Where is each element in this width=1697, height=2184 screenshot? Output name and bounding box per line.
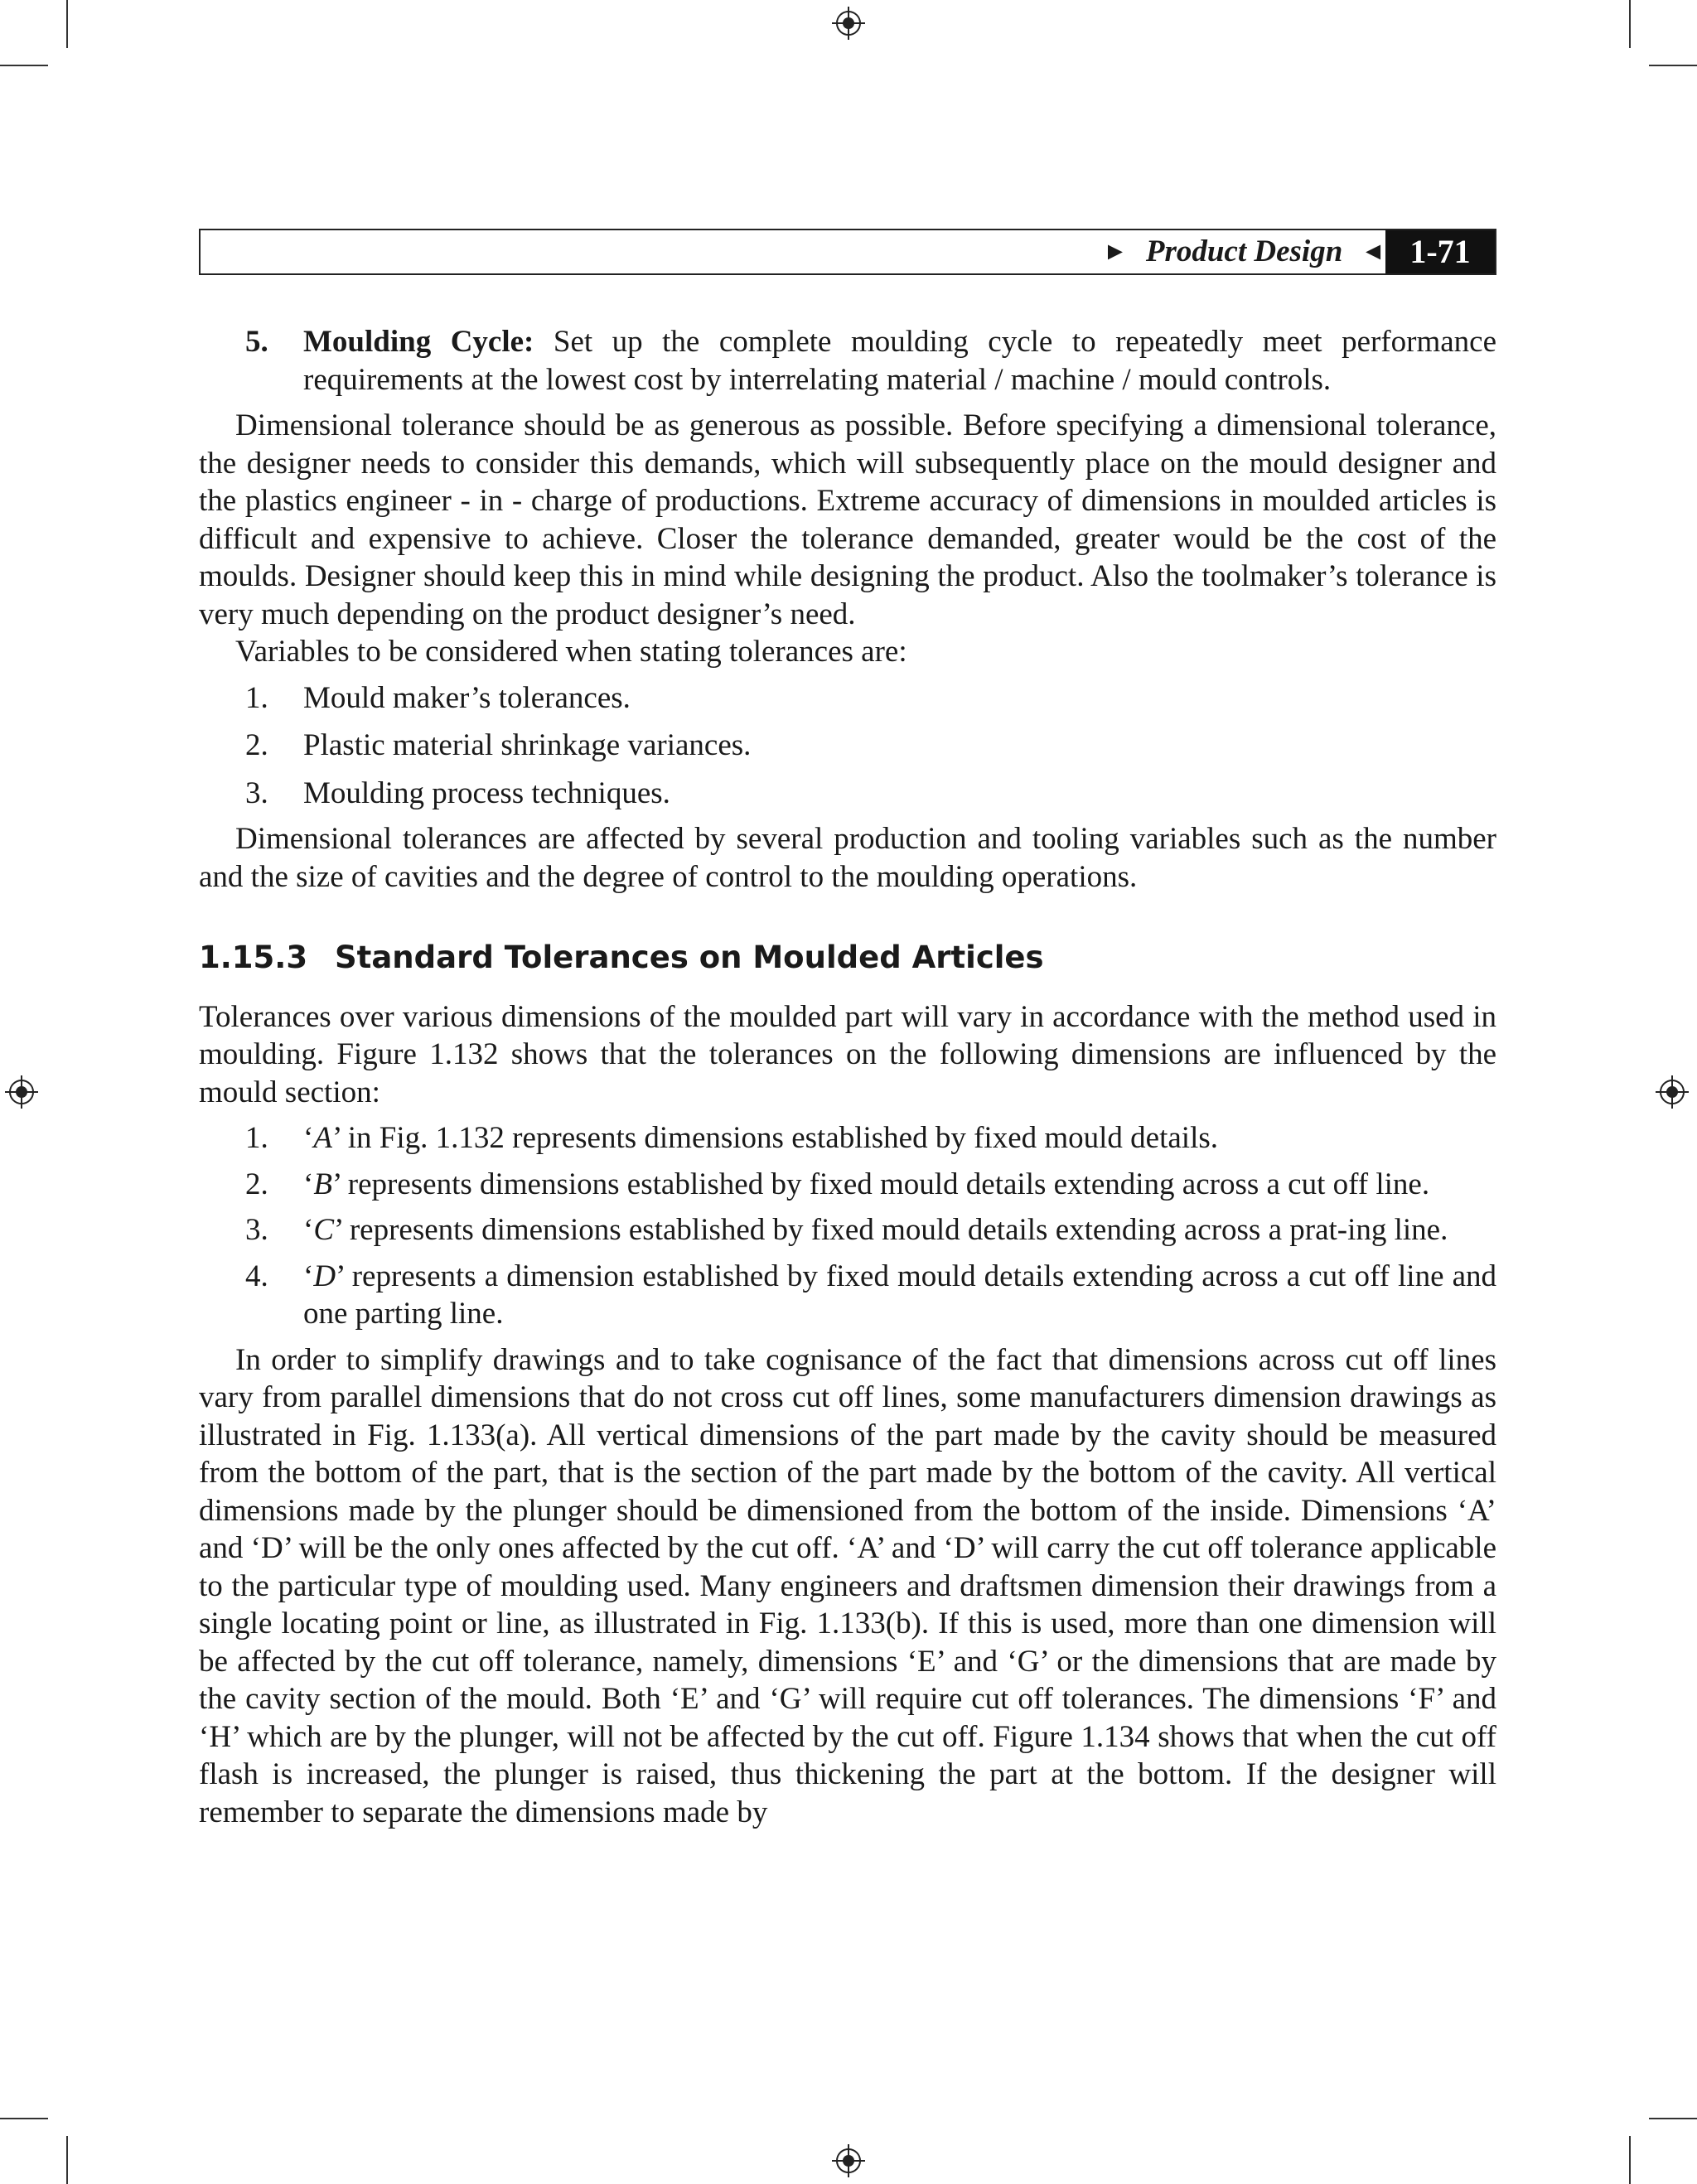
list-text: Mould maker’s tolerances. xyxy=(303,680,631,715)
list-text: ’ in Fig. 1.132 represents dimensions established by fixed mould details. xyxy=(331,1121,1219,1155)
crop-mark xyxy=(66,0,68,48)
item-label: Moulding Cycle: xyxy=(303,325,534,359)
list-text: ’ represents dimensions established by fixed mould details extending across a cut off line. xyxy=(331,1167,1430,1201)
crop-mark xyxy=(1629,2136,1631,2184)
list-text: Plastic material shrinkage variances. xyxy=(303,728,752,762)
registration-mark-icon xyxy=(832,2144,865,2177)
list-item xyxy=(199,775,1496,813)
item-text: Set up the complete moulding cycle to repeatedly meet performance xyxy=(534,325,1496,359)
paragraph-variables-intro: Variables to be considered when stating tolerances are: xyxy=(235,635,907,669)
crop-mark xyxy=(66,2136,68,2184)
list-item-moulding-cycle xyxy=(199,323,1496,399)
paragraph-tolerances-intro: Tolerances over various dimensions of the moulded part will vary in accordance with the method used in moulding. Figure 1.132 shows that the tolerances on the following dimensions are influenced by the mould section: xyxy=(199,999,1496,1109)
list-item: 3. ‘C’ represents dimensions established by fixed mould details extending across a prat-ing line. xyxy=(199,1211,1496,1249)
crop-mark xyxy=(0,2118,48,2119)
paragraph-cut-off-lines: In order to simplify drawings and to take cognisance of the fact that dimensions across cut off lines vary from parallel dimensions that do not cross cut off lines, some manufacturers dimension drawings as illustrated in Fig. 1.133(a). All vertical dimensions of the part made by the cavity should be measured from the bottom of the part, that is the section of the part made by the bottom of the cavity. All vertical dimensions made by the plunger should be dimensioned from the bottom of the inside. Dimensions ‘A’ and ‘D’ will be the only ones affected by the cut off. ‘A’ and ‘D’ will carry the cut off tolerance applicable to the particular type of moulding used. Many engineers and draftsmen dimension their drawings from a single locating point or line, as illustrated in Fig. 1.133(b). If this is used, more than one dimension will be affected by the cut off tolerance, namely, dimensions ‘E’ and ‘G’ or the dimensions that are made by the cavity section of the mould. Both ‘E’ and ‘G’ will require cut off tolerances. The dimensions ‘F’ and ‘H’ which are by the plunger, will not be affected by the cut off. Figure 1.134 shows that when the cut off flash is increased, the plunger is raised, thus thickening the part at the bottom. If the designer will remember to separate the dimensions made by xyxy=(199,1342,1496,1829)
left-triangle-icon: ◄ xyxy=(1361,238,1385,265)
list-number: 1. xyxy=(245,1121,268,1155)
list-text: ’ represents dimensions established by fixed mould details extending across a prat-ing line. xyxy=(334,1213,1448,1247)
list-text: Moulding process techniques. xyxy=(303,776,670,810)
section-number: 1.15.3 xyxy=(199,940,308,975)
list-item: 4. ‘D’ represents a dimension established by fixed mould details extending across a cut off line and one parting line. xyxy=(245,1259,1496,1331)
list-text: ’ represents a dimension established by fixed mould details extending across a cut off line and one parting line. xyxy=(303,1259,1496,1331)
running-header xyxy=(199,229,1496,275)
section-title: Standard Tolerances on Moulded Articles xyxy=(335,940,1044,975)
dimension-letter: C xyxy=(313,1213,335,1247)
item-text-cont: requirements at the lowest cost by interrelating material / machine / mould controls. xyxy=(303,362,1332,397)
dimension-letter: A xyxy=(313,1121,332,1155)
registration-mark-icon xyxy=(5,1075,38,1109)
list-number: 5. xyxy=(245,325,268,359)
crop-mark xyxy=(1649,2118,1697,2119)
list-number: 2. xyxy=(245,1167,268,1201)
page-body xyxy=(199,323,1496,1831)
list-number: 3. xyxy=(245,1213,268,1247)
right-triangle-icon: ► xyxy=(1103,238,1128,265)
registration-mark-icon xyxy=(1656,1075,1689,1109)
list-item xyxy=(199,727,1496,765)
list-item: 2. ‘B’ represents dimensions established by fixed mould details extending across a cut off line. xyxy=(199,1166,1496,1204)
list-number: 1. xyxy=(245,680,268,715)
list-number: 4. xyxy=(245,1259,268,1293)
section-heading xyxy=(199,939,1496,977)
page-number: 1-71 xyxy=(1385,230,1495,273)
list-number: 3. xyxy=(245,776,268,810)
paragraph-production-variables: Dimensional tolerances are affected by several production and tooling variables such as the number and the size of cavities and the degree of control to the moulding operations. xyxy=(199,822,1496,894)
crop-mark xyxy=(1629,0,1631,48)
crop-mark xyxy=(1649,65,1697,66)
crop-mark xyxy=(0,65,48,66)
list-item xyxy=(199,679,1496,718)
dimensions-list xyxy=(199,1119,1496,1333)
list-item: 1. ‘A’ in Fig. 1.132 represents dimensions established by fixed mould details. xyxy=(199,1119,1496,1157)
paragraph-dimensional-tolerance: Dimensional tolerance should be as generous as possible. Before specifying a dimensional tolerance, the designer needs to consider this demands, which will subsequently place on the mould designer and the plastics engineer - in - charge of productions. Extreme accuracy of dimensions in moulded articles is difficult and expensive to achieve. Closer the tolerance demanded, greater would be the cost of the moulds. Designer should keep this in mind while designing the product. Also the toolmaker’s tolerance is very much depending on the product designer’s need. xyxy=(199,408,1496,631)
variables-list xyxy=(199,679,1496,813)
list-number: 2. xyxy=(245,728,268,762)
chapter-title: Product Design xyxy=(1145,234,1343,268)
dimension-letter: B xyxy=(313,1167,332,1201)
dimension-letter: D xyxy=(313,1259,336,1293)
header-title xyxy=(1103,230,1385,273)
registration-mark-icon xyxy=(832,7,865,40)
